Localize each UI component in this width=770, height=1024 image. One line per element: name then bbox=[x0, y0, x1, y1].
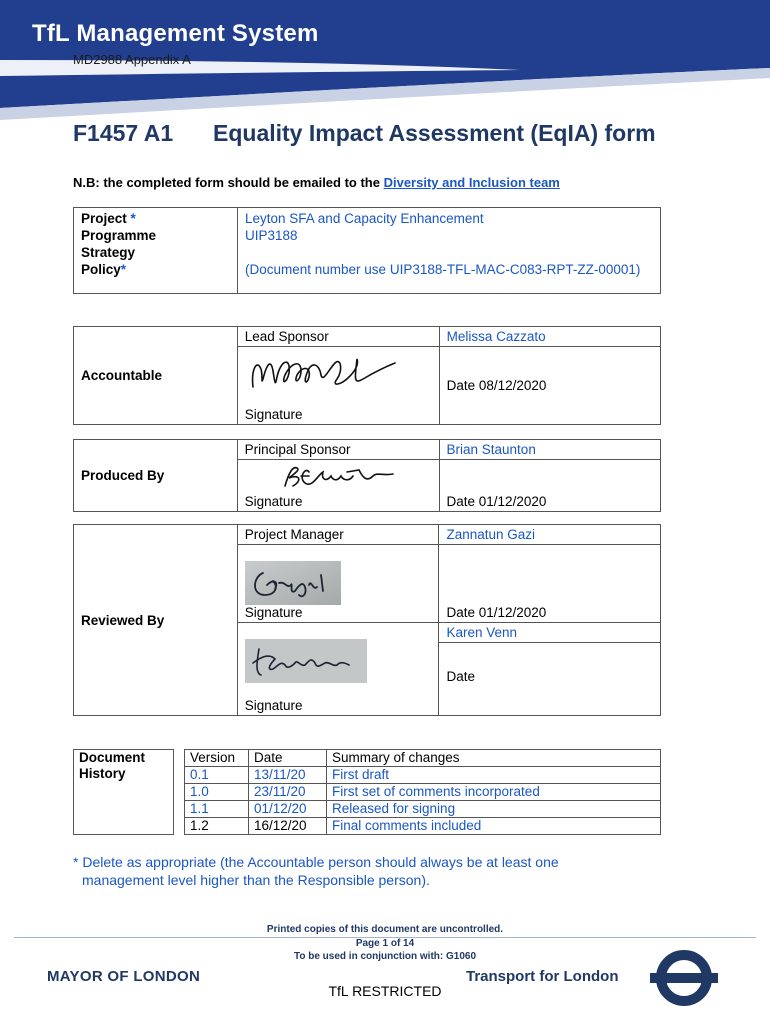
reviewed-by-label: Reviewed By bbox=[74, 525, 238, 716]
reviewed-by-table bbox=[73, 524, 661, 716]
project-manager-name: Zannatun Gazi bbox=[439, 525, 661, 545]
history-header-summary: Summary of changes bbox=[327, 750, 661, 767]
mayor-of-london-logo: MAYOR OF LONDON bbox=[47, 968, 201, 985]
lead-sponsor-role: Lead Sponsor bbox=[237, 327, 439, 347]
tfl-roundel-icon bbox=[648, 949, 720, 1007]
produced-by-signature-cell bbox=[237, 460, 439, 512]
produced-by-table bbox=[73, 439, 661, 512]
strategy-label: Strategy bbox=[81, 245, 136, 260]
history-header-version: Version bbox=[185, 750, 249, 767]
diversity-team-link[interactable]: Diversity and Inclusion team bbox=[383, 175, 560, 190]
policy-star: * bbox=[120, 262, 127, 277]
project-name: Leyton SFA and Capacity Enhancement bbox=[245, 211, 484, 226]
history-date: 23/11/20 bbox=[249, 784, 327, 801]
policy-label: Policy bbox=[81, 262, 121, 277]
accountable-signature-image bbox=[245, 349, 405, 395]
produced-by-label: Produced By bbox=[74, 440, 238, 512]
history-version: 1.2 bbox=[185, 818, 249, 835]
produced-by-signature-label: Signature bbox=[244, 494, 303, 509]
second-signature-cell bbox=[237, 623, 439, 716]
history-summary: First set of comments incorporated bbox=[327, 784, 661, 801]
restricted-label: TfL RESTRICTED bbox=[328, 983, 442, 999]
history-label-line-2: History bbox=[79, 766, 126, 781]
reviewed-signature-label: Signature bbox=[244, 605, 303, 620]
history-date: 13/11/20 bbox=[249, 767, 327, 784]
accountable-table bbox=[73, 326, 661, 425]
produced-by-date: Date 01/12/2020 bbox=[439, 460, 660, 512]
history-version: 0.1 bbox=[185, 767, 249, 784]
delete-note bbox=[73, 853, 673, 889]
document-history-label bbox=[74, 750, 174, 835]
accountable-label: Accountable bbox=[74, 327, 238, 425]
note-line-1: * Delete as appropriate (the Accountable person should always be at least one bbox=[73, 854, 559, 870]
transport-for-london-logo: Transport for London bbox=[466, 968, 619, 985]
history-date: 16/12/20 bbox=[249, 818, 327, 835]
document-number: (Document number use UIP3188-TFL-MAC-C083-RPT-ZZ-00001) bbox=[245, 262, 641, 277]
second-reviewer-date: Date bbox=[439, 643, 661, 716]
history-date: 01/12/20 bbox=[249, 801, 327, 818]
form-title: Equality Impact Assessment (EqIA) form bbox=[213, 120, 656, 146]
form-code: F1457 A1 bbox=[73, 120, 174, 146]
project-manager-role: Project Manager bbox=[237, 525, 439, 545]
accountable-signature-label: Signature bbox=[244, 407, 303, 422]
reviewed-signature-image bbox=[245, 561, 341, 605]
project-label-cell bbox=[74, 208, 238, 294]
produced-by-signature-image bbox=[279, 462, 399, 492]
system-title: TfL Management System bbox=[32, 20, 319, 47]
second-signature-label: Signature bbox=[244, 698, 303, 713]
history-version: 1.1 bbox=[185, 801, 249, 818]
page-number: Page 1 of 14 bbox=[355, 938, 415, 949]
accountable-signature-cell bbox=[237, 347, 439, 425]
principal-sponsor-role: Principal Sponsor bbox=[237, 440, 439, 460]
principal-sponsor-name: Brian Staunton bbox=[439, 440, 660, 460]
project-code: UIP3188 bbox=[245, 228, 298, 243]
history-header-date: Date bbox=[249, 750, 327, 767]
history-summary: Released for signing bbox=[327, 801, 661, 818]
history-summary: First draft bbox=[327, 767, 661, 784]
note-line-2: management level higher than the Responsible person). bbox=[82, 872, 430, 888]
header-banner bbox=[0, 0, 770, 120]
conjunction-notice: To be used in conjunction with: G1060 bbox=[293, 951, 477, 962]
nb-notice bbox=[73, 175, 560, 190]
accountable-date: Date 08/12/2020 bbox=[439, 347, 660, 425]
project-table bbox=[73, 207, 661, 294]
second-reviewer-name: Karen Venn bbox=[439, 623, 661, 643]
programme-label: Programme bbox=[81, 228, 157, 243]
project-star: * bbox=[130, 211, 136, 226]
reviewed-date: Date 01/12/2020 bbox=[439, 545, 661, 623]
project-value-cell bbox=[238, 208, 661, 294]
second-signature-image bbox=[245, 639, 367, 683]
uncontrolled-notice: Printed copies of this document are uncontrolled. bbox=[266, 924, 504, 935]
history-label-line-1: Document bbox=[79, 750, 146, 765]
history-version: 1.0 bbox=[185, 784, 249, 801]
lead-sponsor-name: Melissa Cazzato bbox=[439, 327, 660, 347]
reviewed-signature-cell bbox=[237, 545, 439, 623]
nb-text: N.B: the completed form should be emailed to the bbox=[73, 175, 384, 190]
document-subtitle: MD2988 Appendix A bbox=[73, 52, 191, 67]
page-title bbox=[73, 120, 656, 147]
document-history-table bbox=[73, 749, 661, 835]
project-label: Project bbox=[81, 211, 127, 226]
history-summary: Final comments included bbox=[327, 818, 661, 835]
